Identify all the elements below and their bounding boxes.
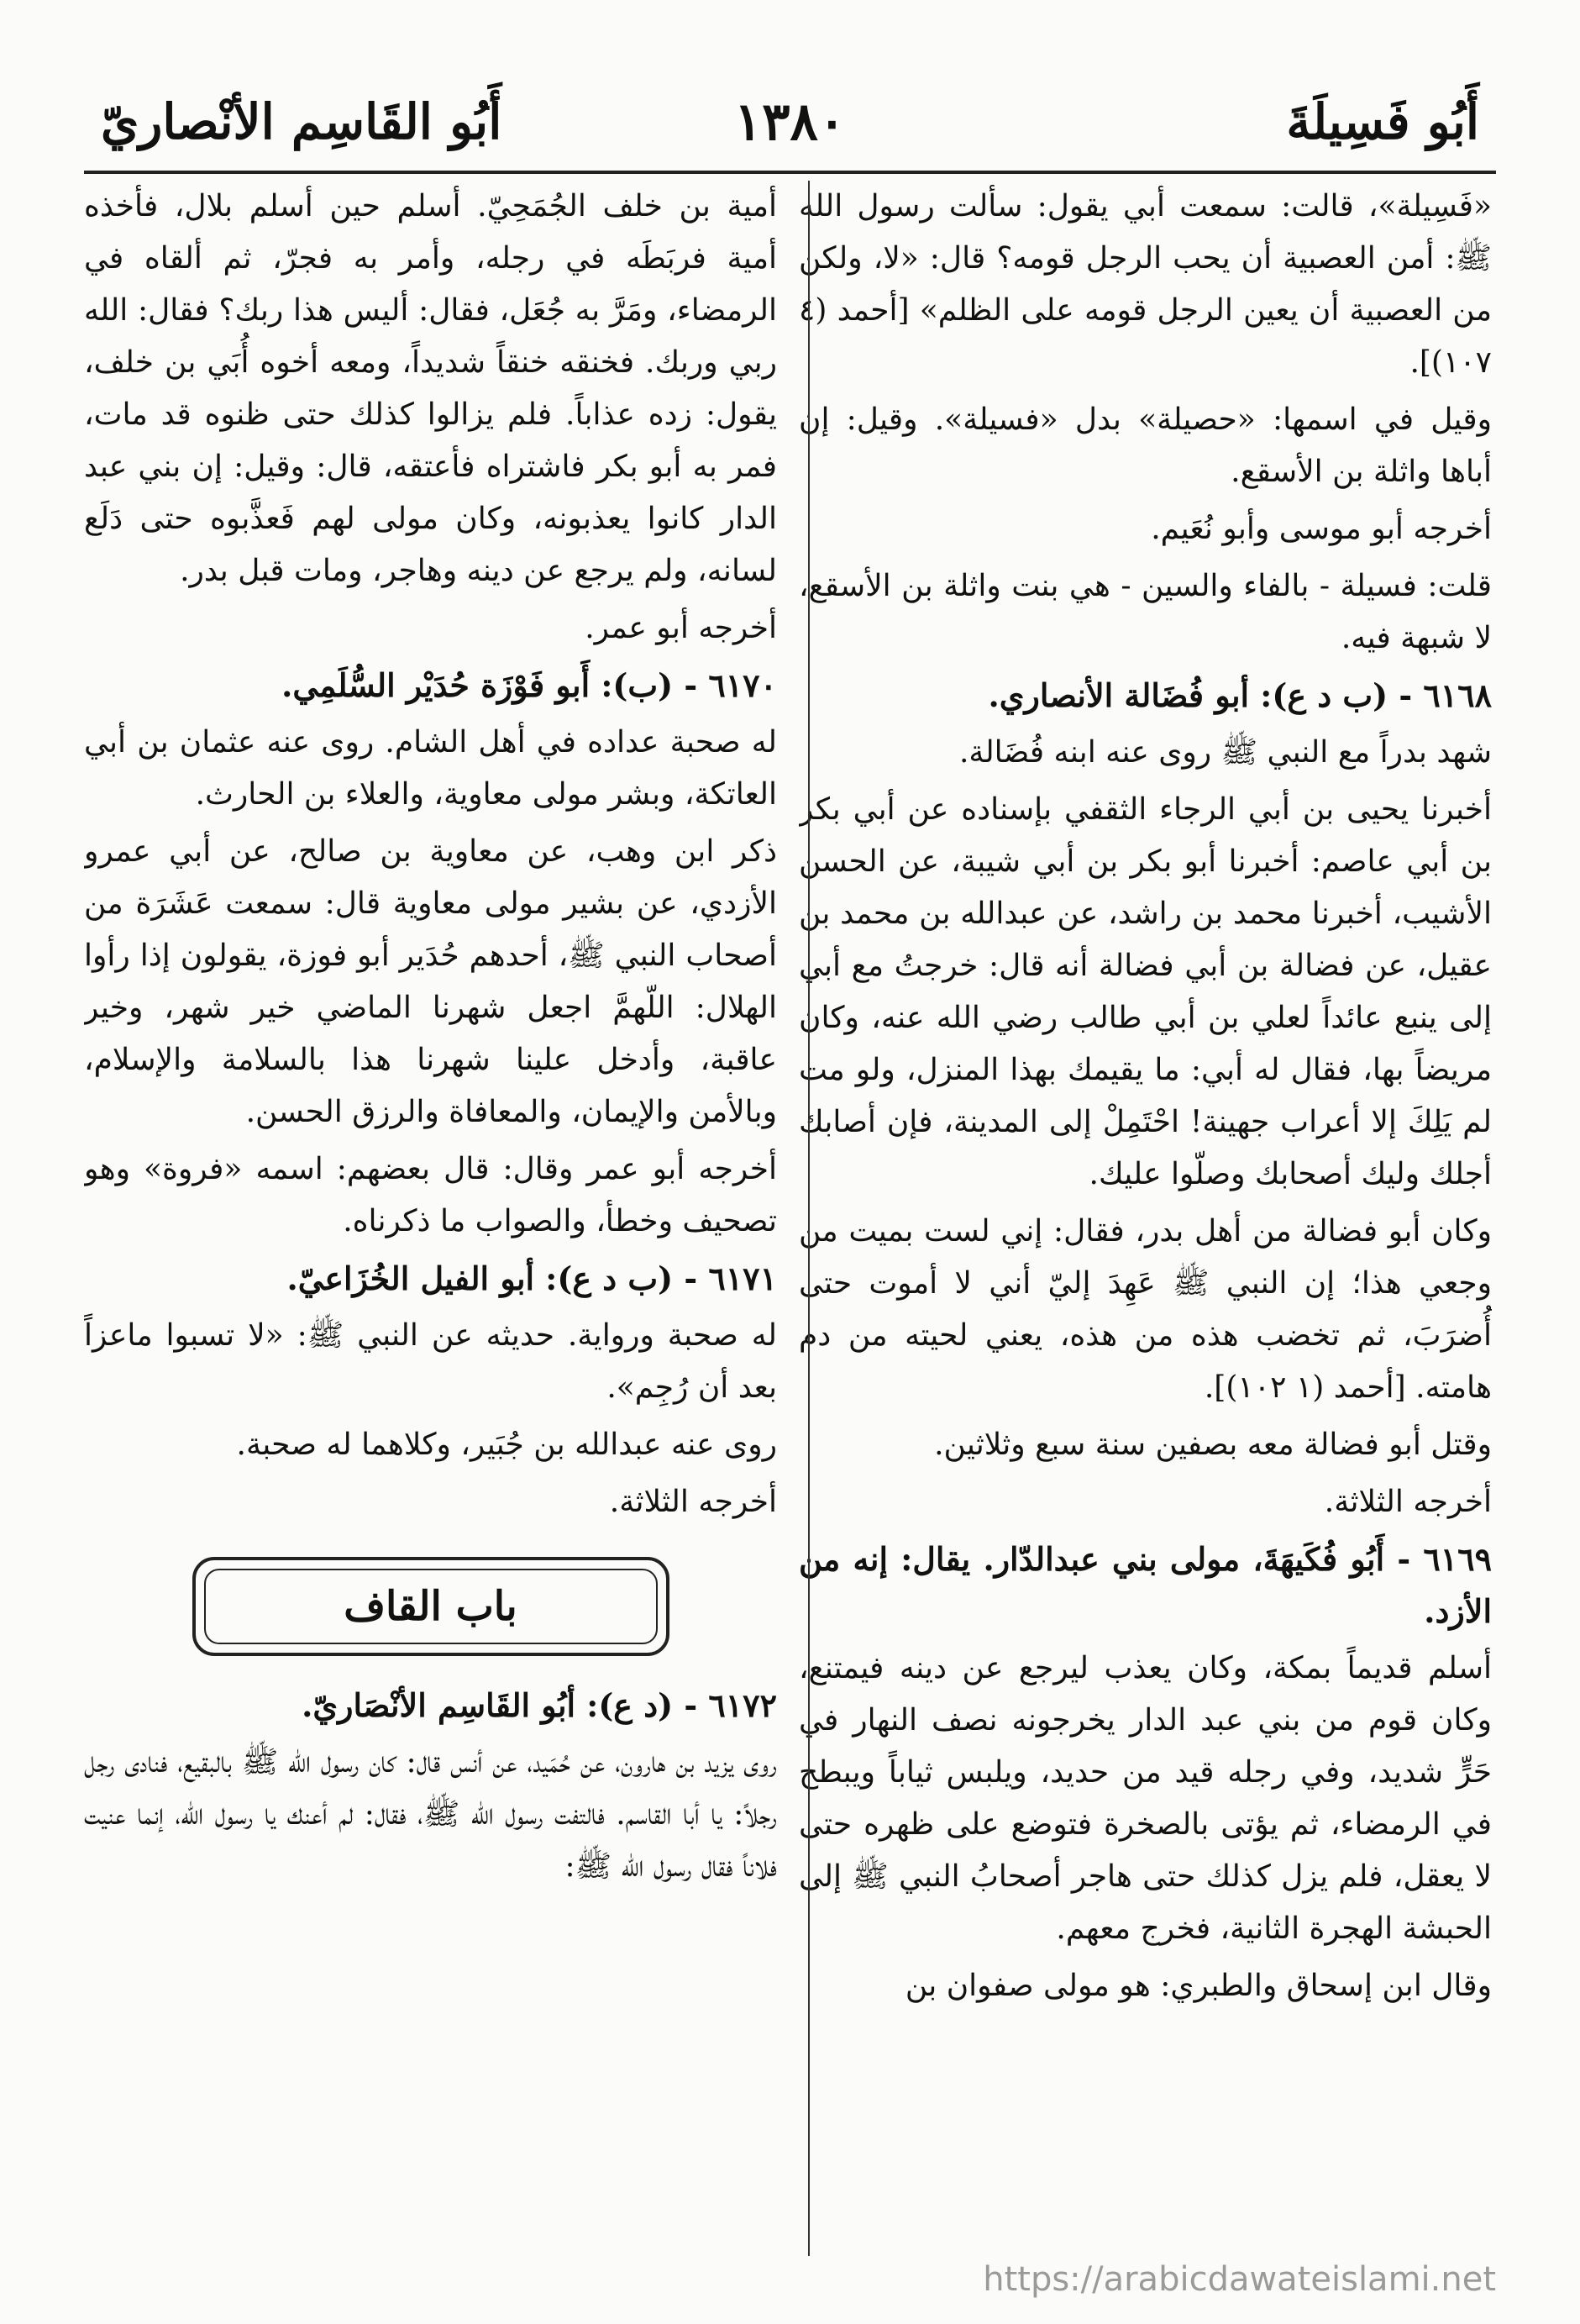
paragraph: وقال ابن إسحاق والطبري: هو مولى صفوان بن: [905, 1969, 1492, 2003]
entry-heading: ٦١٧٠ - (ب): أَبو فَوْزَة حُدَيْر السُّلَمِي.: [281, 666, 777, 704]
paragraph: ذكر ابن وهب، عن معاوية بن صالح، عن أبي عمرو الأزدي، عن بشير مولى معاوية قال: سمعت عَشَرَة من أصحاب النبي ﷺ، أحدهم حُدَير أبو فوزة، يقولون إذا رأوا الهلال: اللّهمَّ اجعل شهرنا الماضي خير شهر، وخير عاقبة، وأدخل علينا شهرنا هذا بالسلامة والإسلام، وبالأمن والإيمان، والمعافاة والرزق الحسن.: [84, 834, 777, 1129]
source-url-watermark: https://arabicdawateislami.net: [983, 2260, 1496, 2299]
section-heading-box: [192, 1557, 669, 1656]
paragraph: أخرجه أبو عمر.: [585, 611, 777, 645]
paragraph: وقيل في اسمها: «حصيلة» بدل «فسيلة». وقيل: إن أباها واثلة بن الأسقع.: [799, 402, 1492, 489]
paragraph: روى عنه عبدالله بن جُبَير، وكلاهما له صحبة.: [236, 1428, 777, 1462]
header-rule: [84, 171, 1496, 174]
paragraph: وقتل أبو فضالة معه بصفين سنة سبع وثلاثين.: [934, 1428, 1492, 1462]
paragraph: أخرجه الثلاثة.: [609, 1485, 777, 1519]
paragraph: أخرجه الثلاثة.: [1324, 1485, 1492, 1519]
page-number: ١٣٨٠: [733, 91, 847, 152]
paragraph: وكان أبو فضالة من أهل بدر، فقال: إني لست بميت من وجعي هذا؛ إن النبي ﷺ عَهِدَ إليّ أني لا أموت حتى أُضرَبَ، ثم تخضب هذه من هذه، يعني لحيته من دم هامته. [أحمد (١ ١٠٢)].: [799, 1214, 1492, 1405]
running-head-right: أَبُو فَسِيلَةَ: [1286, 93, 1479, 150]
paragraph: أخرجه أبو عمر وقال: قال بعضهم: اسمه «فروة» وهو تصحيف وخطأ، والصواب ما ذكرناه.: [84, 1152, 777, 1238]
entry-heading: ٦١٦٨ - (ب د ع): أبو فُضَالة الأنصاري.: [988, 676, 1492, 714]
paragraph: «فَسِيلة»، قالت: سمعت أبي يقول: سألت رسول الله ﷺ: أمن العصبية أن يحب الرجل قومه؟ قال: «لا، ولكن من العصبية أن يعين الرجل قومه على الظلم» [أحمد (٤ ١٠٧)].: [799, 189, 1492, 380]
paragraph: شهد بدراً مع النبي ﷺ روى عنه ابنه فُضَالة.: [958, 735, 1492, 770]
entry-heading: ٦١٦٩ - أَبُو فُكَيهَةَ، مولى بني عبدالدّار. يقال: إنه من الأزد.: [799, 1540, 1492, 1630]
paragraph: أخرجه أبو موسى وأبو نُعَيم.: [1151, 512, 1492, 546]
paragraph: أخبرنا يحيى بن أبي الرجاء الثقفي بإسناده عن أبي بكر بن أبي عاصم: أخبرنا أبو بكر بن أبي شيبة، عن الحسن الأشيب، أخبرنا محمد بن راشد، عن عبدالله بن محمد بن عقيل، عن فضالة بن أبي فضالة أنه قال: خرجتُ مع أبي إلى ينبع عائداً لعلي بن أبي طالب رضي الله عنه، وكان مريضاً بها، فقال له أبي: ما يقيمك بهذا المنزل، ولو مت لم يَلِكَ إلا أعراب جهينة! احْتَمِلْ إلى المدينة، فإن أصابك أجلك وليك أصحابك وصلّوا عليك.: [799, 792, 1492, 1191]
right-column: [799, 181, 1492, 2256]
paragraph: قلت: فسيلة - بالفاء والسين - هي بنت واثلة بن الأسقع، لا شبهة فيه.: [799, 569, 1492, 655]
paragraph: له صحبة ورواية. حديثه عن النبي ﷺ: «لا تسبوا ماعزاً بعد أن رُجِم».: [84, 1318, 777, 1405]
paragraph: له صحبة عداده في أهل الشام. روى عنه عثمان بن أبي العاتكة، وبشر مولى معاوية، والعلاء بن الحارث.: [84, 725, 777, 812]
paragraph: أمية بن خلف الجُمَحِيّ. أسلم حين أسلم بلال، فأخذه أمية فربَطَه في رجله، وأمر به فجرّ، ثم ألقاه في الرمضاء، ومَرَّ به جُعَل، فقال: أليس هذا ربك؟ فقال: الله ربي وربك. فخنقه خنقاً شديداً، ومعه أخوه أُبَي بن خلف، يقول: زده عذاباً. فلم يزالوا كذلك حتى ظنوه قد مات، فمر به أبو بكر فاشتراه فأعتقه، قال: وقيل: إن بني عبد الدار كانوا يعذبونه، وكان مولى لهم فَعذَّبوه حتى دَلَع لسانه، ولم يرجع عن دينه وهاجر، ومات قبل بدر.: [84, 189, 777, 588]
entry-heading: ٦١٧٢ - (د ع): أبُو القَاسِم الأنْصَاريّ.: [302, 1686, 777, 1724]
section-heading: باب القاف: [204, 1569, 658, 1644]
page-header: [84, 76, 1496, 168]
paragraph: أسلم قديماً بمكة، وكان يعذب ليرجع عن دينه فيمتنع، وكان قوم من بني عبد الدار يخرجونه نصف النهار في حَرٍّ شديد، وفي رجله قيد من حديد، ويلبس ثياباً ويبطح في الرمضاء، ثم يؤتى بالصخرة فتوضع على ظهره حتى لا يعقل، فلم يزل كذلك حتى هاجر أصحابُ النبي ﷺ إلى الحبشة الهجرة الثانية، فخرج معهم.: [799, 1651, 1492, 1946]
running-head-left: أَبُو القَاسِم الأنْصاريّ: [101, 93, 502, 150]
paragraph: روى يزيد بن هارون، عن حُمَيد، عن أنس قال: كان رسول الله ﷺ بالبقيع، فنادى رجل رجلاً: يا أبا القاسم. فالتفت رسول الله ﷺ، فقال: لم أعنك يا رسول الله، إنما عنيت فلاناً فقال رسول الله ﷺ:: [84, 1745, 777, 1884]
column-divider: [808, 181, 810, 2256]
left-column: [84, 181, 777, 2256]
entry-heading: ٦١٧١ - (ب د ع): أبو الفيل الخُزَاعيّ.: [286, 1259, 777, 1297]
